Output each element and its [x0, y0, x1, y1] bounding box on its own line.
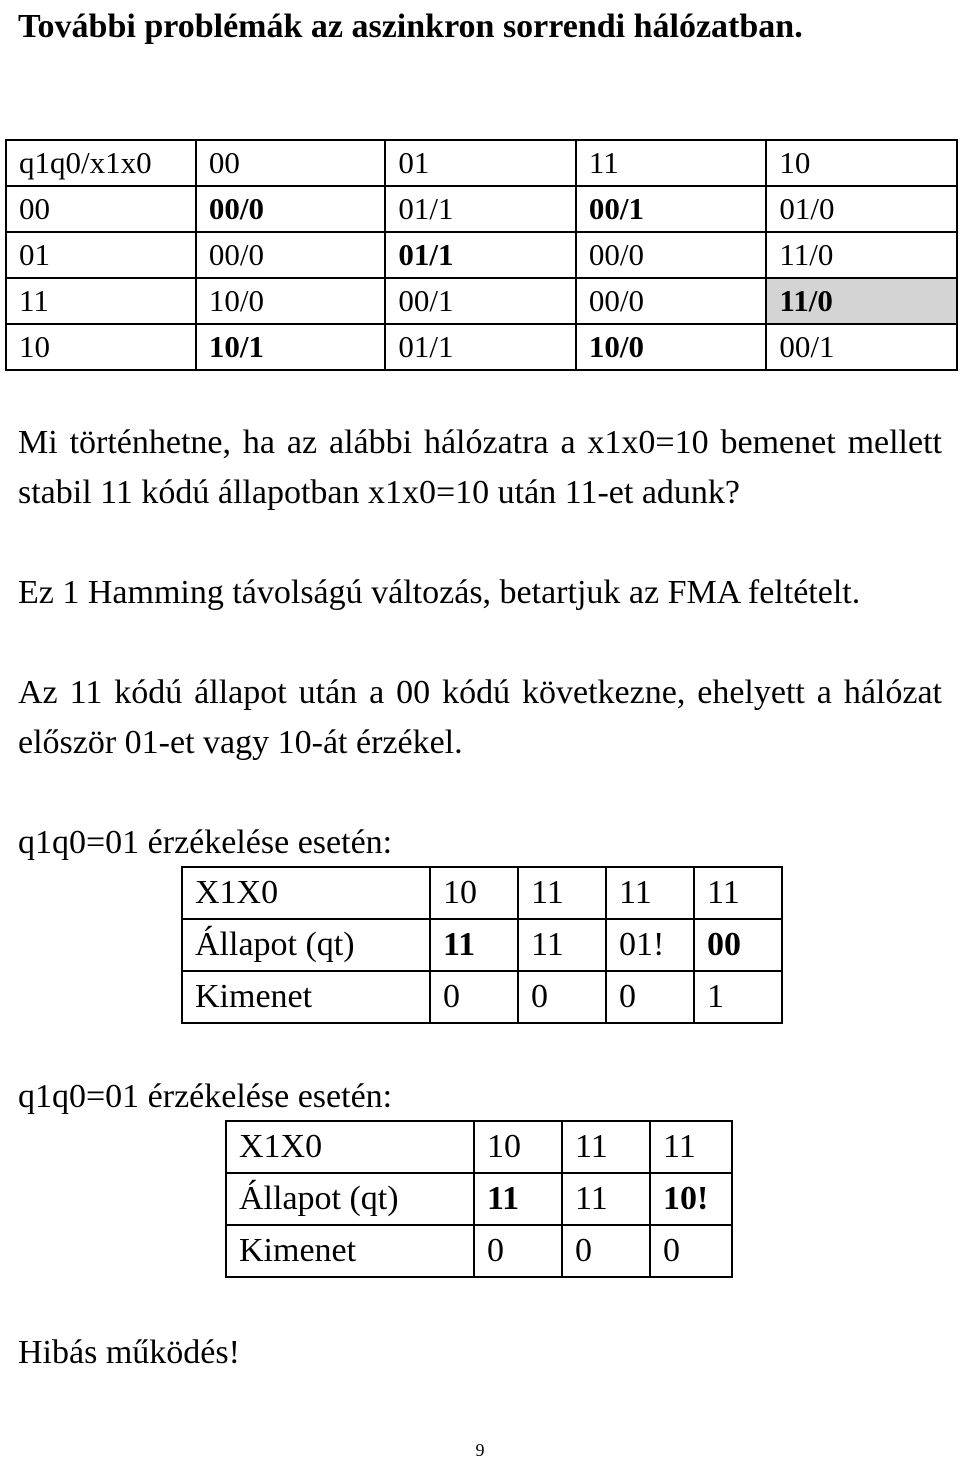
case2-label: q1q0=01 érzékelése esetén: — [18, 1078, 393, 1115]
question-paragraph: Mi történhetne, ha az alábbi hálózatra a x1x0=10 bemenet mellett stabil 11 kódú állapotban x1x0=10 után 11-et adunk? — [18, 424, 942, 511]
table-cell: 00/0 — [196, 186, 386, 232]
table-cell: 00/1 — [766, 324, 957, 370]
table-cell: 10 — [474, 1121, 562, 1173]
table-cell: 0 — [562, 1225, 650, 1277]
table-cell: 01/1 — [385, 324, 576, 370]
table-cell: 01! — [606, 919, 694, 971]
table-row — [6, 140, 957, 186]
table-row — [6, 278, 957, 324]
table-cell: 11 — [6, 278, 196, 324]
table-cell: 00 — [694, 919, 782, 971]
table-row — [6, 186, 957, 232]
table-cell: 1 — [694, 971, 782, 1023]
table-cell: 00 — [196, 140, 386, 186]
table-cell: 0 — [518, 971, 606, 1023]
table-cell: 11 — [606, 867, 694, 919]
table-cell: 0 — [606, 971, 694, 1023]
case1-label: q1q0=01 érzékelése esetén: — [18, 824, 393, 861]
table-cell: 01/1 — [385, 186, 576, 232]
table-cell: 01/0 — [766, 186, 957, 232]
case1-trace-table — [181, 866, 783, 1024]
table-cell: 10 — [6, 324, 196, 370]
table-cell: 00/0 — [196, 232, 386, 278]
table-row — [182, 971, 782, 1023]
table-cell: 01 — [6, 232, 196, 278]
table-cell: Kimenet — [226, 1225, 474, 1277]
table-cell: 11 — [518, 919, 606, 971]
table-cell: q1q0/x1x0 — [6, 140, 196, 186]
table-row — [226, 1225, 732, 1277]
table-cell: 11 — [562, 1173, 650, 1225]
table-cell: 00/0 — [576, 232, 767, 278]
table-cell: X1X0 — [226, 1121, 474, 1173]
table-cell: 00 — [6, 186, 196, 232]
table-cell: 01 — [385, 140, 576, 186]
table-cell: 11 — [518, 867, 606, 919]
table-cell: 0 — [430, 971, 518, 1023]
table-cell: 10/0 — [576, 324, 767, 370]
table-row — [226, 1173, 732, 1225]
conclusion-text: Hibás működés! — [18, 1334, 240, 1371]
table-cell: 11 — [562, 1121, 650, 1173]
table-cell: 11/0 — [766, 278, 957, 324]
table-cell: 11 — [576, 140, 767, 186]
case2-trace-table — [225, 1120, 733, 1278]
table-cell: 10/0 — [196, 278, 386, 324]
table-cell: Állapot (qt) — [182, 919, 430, 971]
table-cell: 11 — [430, 919, 518, 971]
table-cell: 0 — [474, 1225, 562, 1277]
table-row — [6, 232, 957, 278]
table-cell: 01/1 — [385, 232, 576, 278]
table-cell: 10! — [650, 1173, 732, 1225]
table-cell: 0 — [650, 1225, 732, 1277]
table-cell: 11 — [694, 867, 782, 919]
table-cell: 00/1 — [385, 278, 576, 324]
explanation-paragraph: Az 11 kódú állapot után a 00 kódú következne, ehelyett a hálózat először 01-et vagy 10-át érzékel. — [18, 674, 942, 761]
table-cell: X1X0 — [182, 867, 430, 919]
table-cell: 11 — [474, 1173, 562, 1225]
table-cell: 00/0 — [576, 278, 767, 324]
page-number: 9 — [475, 1440, 485, 1460]
table-cell: 11/0 — [766, 232, 957, 278]
table-row — [226, 1121, 732, 1173]
page-title: További problémák az aszinkron sorrendi hálózatban. — [18, 8, 803, 45]
hamming-paragraph: Ez 1 Hamming távolságú változás, betartjuk az FMA feltételt. — [18, 574, 861, 611]
table-row — [182, 919, 782, 971]
table-cell: Állapot (qt) — [226, 1173, 474, 1225]
table-row — [182, 867, 782, 919]
table-cell: 10 — [430, 867, 518, 919]
table-cell: 10/1 — [196, 324, 386, 370]
table-cell: 00/1 — [576, 186, 767, 232]
table-cell: 10 — [766, 140, 957, 186]
table-cell: Kimenet — [182, 971, 430, 1023]
table-cell: 11 — [650, 1121, 732, 1173]
table-row — [6, 324, 957, 370]
state-transition-table — [5, 139, 958, 371]
